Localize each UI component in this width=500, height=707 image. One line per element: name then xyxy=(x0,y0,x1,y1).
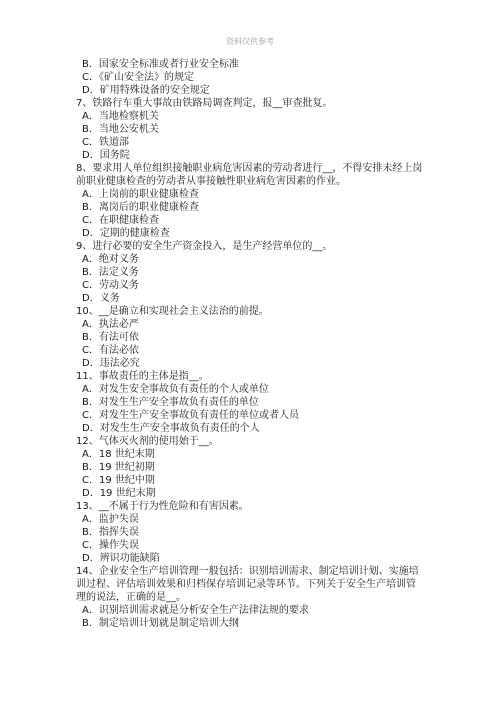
answer-option: C．19 世纪中期 xyxy=(82,475,155,486)
answer-option: B．法定义务 xyxy=(82,267,139,278)
answer-option: D．国务院 xyxy=(82,150,130,161)
answer-option: B．国家安全标准或者行业安全标准 xyxy=(82,59,239,70)
answer-option: B．离岗后的职业健康检查 xyxy=(82,202,199,213)
answer-option: A．上岗前的职业健康检查 xyxy=(82,189,199,200)
answer-option: D．19 世纪末期 xyxy=(82,488,156,499)
answer-option: A．识别培训需求就是分析安全生产法律法规的要求 xyxy=(82,605,309,616)
page-header-watermark: 资料仅供参考 xyxy=(226,37,274,46)
answer-option: B．指挥失误 xyxy=(82,527,139,538)
document-body xyxy=(76,58,432,630)
answer-option: C．在职健康检查 xyxy=(82,215,159,226)
answer-option: B．19 世纪初期 xyxy=(82,462,155,473)
answer-option: D．定期的健康检查 xyxy=(82,228,170,239)
question-text: 10、__是确立和实现社会主义法治的前提。 xyxy=(76,306,269,317)
answer-option: A．当地检察机关 xyxy=(82,111,159,122)
answer-option: A．执法必严 xyxy=(82,319,139,330)
answer-option: B．对发生生产安全事故负有责任的单位 xyxy=(82,397,259,408)
answer-option: D．辨识功能缺陷 xyxy=(82,553,160,564)
answer-option: A．绝对义务 xyxy=(82,254,139,265)
answer-option: C．对发生生产安全事故负有责任的单位或者人员 xyxy=(82,410,299,421)
question-text: 14、企业安全生产培训管理一般包括：识别培训需求、制定培训计划、实施培 xyxy=(76,566,419,577)
answer-option: D．矿用特殊设备的安全规定 xyxy=(82,85,210,96)
answer-option: C．有法必依 xyxy=(82,345,139,356)
answer-option: B．有法可依 xyxy=(82,332,139,343)
answer-option: C．操作失误 xyxy=(82,540,139,551)
question-text: 11、事故责任的主体是指__。 xyxy=(76,371,209,382)
answer-option: C．铁道部 xyxy=(82,137,129,148)
answer-option: C．劳动义务 xyxy=(82,280,139,291)
answer-option: A．监护失误 xyxy=(82,514,139,525)
question-text: 9、进行必要的安全生产资金投入，是生产经营单位的__。 xyxy=(76,241,333,252)
question-text: 12、气体灭火剂的使用始于__。 xyxy=(76,436,219,447)
answer-option: D．对发生生产安全事故负有责任的个人 xyxy=(82,423,260,434)
answer-option: D．义务 xyxy=(82,293,120,304)
question-text: 7、铁路行车重大事故由铁路局调查判定，报__审查批复。 xyxy=(76,98,333,109)
question-text: 理的说法，正确的是__。 xyxy=(76,592,186,603)
question-text: 8、要求用人单位组织接触职业病危害因素的劳动者进行__，不得安排未经上岗 xyxy=(76,163,423,174)
answer-option: C．《矿山安全法》的规定 xyxy=(82,72,194,83)
answer-option: D．违法必究 xyxy=(82,358,140,369)
question-text: 前职业健康检查的劳动者从事接触性职业病危害因素的作业。 xyxy=(76,176,346,187)
answer-option: B．制定培训计划就是制定培训大纲 xyxy=(82,618,239,629)
answer-option: A．对发生安全事故负有责任的个人或单位 xyxy=(82,384,269,395)
answer-option: B．当地公安机关 xyxy=(82,124,159,135)
question-text: 13、__不属于行为性危险和有害因素。 xyxy=(76,501,249,512)
answer-option: A．18 世纪末期 xyxy=(82,449,155,460)
question-text: 训过程、评估培训效果和归档保存培训记录等环节。下列关于安全生产培训管 xyxy=(76,579,416,590)
